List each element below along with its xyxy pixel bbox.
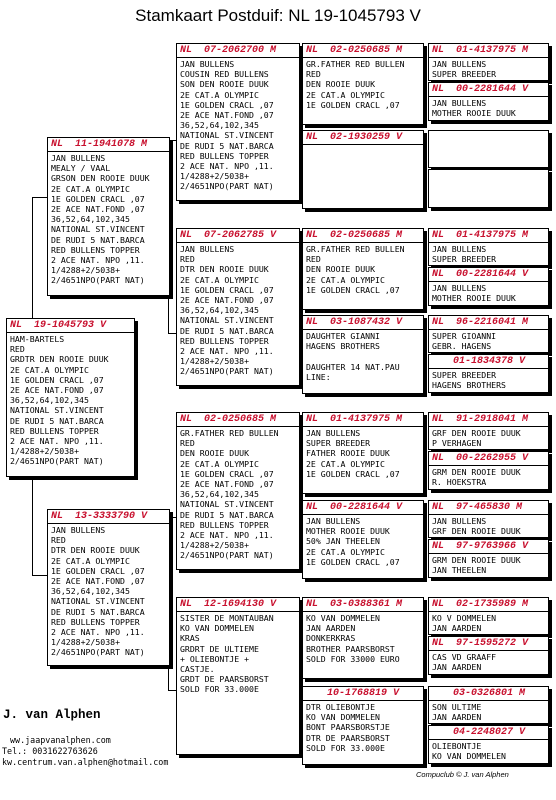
pigeon-card-dsss: [428, 412, 549, 450]
pigeon-detail-line: [306, 351, 421, 361]
pigeon-card-dsdd: [428, 539, 549, 578]
pigeon-detail-line: COUSIN RED BULLENS: [180, 69, 269, 80]
pigeon-detail-line: DTR OLIEBONTJE: [306, 702, 376, 712]
pigeon-detail-line: 2 ACE NAT. NPO ,11.: [51, 255, 145, 266]
pigeon-detail-line: SUPER BREEDER: [432, 370, 497, 380]
tree-line: [168, 333, 176, 334]
pigeon-card-sssd: [428, 82, 549, 121]
ring-number: NL 03-0388361 M: [303, 598, 423, 612]
tree-line: [32, 575, 48, 576]
ring-number: NL 07-2062785 V: [177, 229, 299, 243]
pigeon-card-sdsd: [428, 267, 549, 306]
pigeon-detail-line: NATIONAL ST.VINCENT: [180, 499, 274, 510]
pigeon-detail-line: 2 ACE NAT. NPO ,11.: [10, 436, 104, 447]
pigeon-detail-line: 50% JAN THEELEN: [306, 536, 380, 547]
pigeon-detail-line: KO VAN DOMMELEN: [432, 751, 506, 762]
pigeon-details: [429, 282, 548, 303]
ring-number: NL 97-9763966 V: [429, 540, 548, 554]
pigeon-details: [429, 58, 548, 79]
pigeon-detail-line: MOTHER ROOIE DUUK: [306, 526, 390, 537]
ring-number: 03-0326801 M: [429, 687, 548, 701]
ring-number: NL 02-0250685 M: [303, 229, 423, 243]
pigeon-detail-line: RED: [306, 254, 321, 265]
pigeon-card-sdd: [302, 315, 424, 394]
pigeon-detail-line: NATIONAL ST.VINCENT: [51, 596, 145, 607]
pigeon-card-ddd: [302, 686, 424, 765]
pigeon-detail-line: 1/4288+2/5038+: [51, 637, 121, 648]
pigeon-detail-line: GRDRT DE ULTIEME: [180, 643, 259, 654]
pigeon-detail-line: HAM-BARTELS: [10, 334, 65, 344]
pigeon-detail-line: CASTJE.: [180, 664, 215, 675]
pigeon-detail-line: 2E ACE NAT.FOND ,07: [51, 576, 145, 587]
pigeon-detail-line: 2/4651NPO(PART NAT): [180, 366, 274, 377]
pigeon-details: [429, 330, 548, 351]
pigeon-detail-line: 36,52,64,102,345: [180, 120, 259, 131]
pigeon-detail-line: DE RUDI 5 NAT.BARCA: [51, 234, 145, 245]
breeder-email[interactable]: kw.centrum.van.alphen@hotmail.com: [2, 757, 169, 767]
pigeon-detail-line: BROTHER PAARSBORST: [306, 643, 395, 654]
pigeon-card-ssss: [428, 43, 549, 81]
pigeon-details: [429, 243, 548, 264]
pigeon-detail-line: JAN AARDEN: [432, 623, 482, 634]
pigeon-detail-line: JAN BULLENS: [432, 244, 487, 254]
pigeon-detail-line: 36,52,64,102,345: [180, 305, 259, 316]
pigeon-detail-line: GR.FATHER RED BULLEN: [306, 244, 405, 254]
pigeon-detail-line: 1E GOLDEN CRACL ,07: [180, 284, 274, 295]
ring-number: NL 97-465830 M: [429, 501, 548, 515]
pigeon-detail-line: RED: [306, 69, 321, 80]
pigeon-detail-line: SUPER BREEDER: [432, 69, 497, 80]
pigeon-detail-line: RED BULLENS TOPPER: [180, 335, 269, 346]
pigeon-detail-line: JAN BULLENS: [180, 244, 235, 254]
pigeon-detail-line: 2/4651NPO(PART NAT): [10, 456, 104, 467]
pigeon-detail-line: LINE:: [306, 371, 331, 382]
pigeon-detail-line: R. HOEKSTRA: [432, 477, 487, 488]
pigeon-detail-line: 2E CAT.A OLYMPIC: [180, 89, 259, 100]
ring-number: 10-1768819 V: [303, 687, 423, 701]
pigeon-detail-line: KRAS: [180, 633, 200, 644]
pigeon-card-sire-sire: [176, 43, 300, 201]
pigeon-detail-line: GRDT DE PAARSBORST: [180, 674, 269, 685]
pigeon-detail-line: SOLD FOR 33.000E: [180, 684, 259, 695]
pigeon-detail-line: MOTHER ROOIE DUUK: [432, 293, 516, 304]
pigeon-detail-line: JAN AARDEN: [432, 662, 482, 673]
pigeon-card-dam-dam: [176, 597, 300, 755]
pigeon-detail-line: SUPER BREEDER: [306, 438, 371, 449]
pigeon-detail-line: NATIONAL ST.VINCENT: [180, 130, 274, 141]
ring-number: NL 00-2262955 V: [429, 452, 548, 466]
pigeon-details: [429, 515, 548, 536]
pigeon-card-dss: [302, 412, 424, 494]
pigeon-detail-line: 1E GOLDEN CRACL ,07: [180, 99, 274, 110]
pigeon-details: [429, 740, 548, 761]
ring-number: NL 12-1694130 V: [177, 598, 299, 612]
pigeon-detail-line: RED BULLENS TOPPER: [180, 519, 269, 530]
pigeon-detail-line: KO VAN DOMMELEN: [306, 613, 380, 623]
pigeon-detail-line: 2E ACE NAT.FOND ,07: [180, 110, 274, 121]
pigeon-detail-line: 2 ACE NAT. NPO ,11.: [51, 627, 145, 638]
pigeon-detail-line: 1E GOLDEN CRACL ,07: [180, 468, 274, 479]
pigeon-detail-line: 1E GOLDEN CRACL ,07: [51, 565, 145, 576]
pigeon-card-sds: [302, 228, 424, 310]
pigeon-details: [303, 243, 423, 295]
pigeon-details: [303, 58, 423, 110]
breeder-website[interactable]: ww.jaapvanalphen.com: [10, 735, 111, 745]
pigeon-detail-line: HAGENS BROTHERS: [306, 341, 380, 352]
pigeon-detail-line: JAN THEELEN: [432, 565, 487, 576]
pigeon-details: [429, 466, 548, 487]
pigeon-detail-line: 2E CAT.A OLYMPIC: [10, 364, 89, 375]
ring-number: NL 00-2281644 V: [429, 83, 548, 97]
pigeon-card-ssd: [302, 130, 424, 209]
pigeon-details: [303, 330, 423, 382]
pigeon-detail-line: SUPER BREEDER: [432, 254, 497, 265]
pigeon-details: [303, 427, 423, 479]
pigeon-card-dsds: [428, 500, 549, 538]
pigeon-detail-line: DE RUDI 5 NAT.BARCA: [180, 325, 274, 336]
pigeon-card-sddd: [428, 354, 549, 393]
pigeon-details: [177, 427, 299, 561]
pigeon-detail-line: KO V DOMMELEN: [432, 613, 497, 623]
ring-number: NL 01-4137975 M: [303, 413, 423, 427]
ring-number: 04-2248027 V: [429, 726, 548, 740]
pigeon-card-dam: [47, 509, 170, 666]
pigeon-detail-line: JAN BULLENS: [432, 516, 487, 526]
pigeon-card-empty: [428, 169, 549, 208]
pigeon-detail-line: DTR DE PAARSBORST: [306, 732, 390, 743]
pigeon-detail-line: RED: [10, 344, 25, 355]
pigeon-card-sire: [47, 137, 170, 296]
pigeon-detail-line: DEN ROOIE DUUK: [306, 264, 376, 275]
tree-line: [32, 197, 48, 198]
ring-number: NL 19-1045793 V: [7, 319, 134, 333]
pigeon-detail-line: DE RUDI 5 NAT.BARCA: [180, 140, 274, 151]
page-title: Stamkaart Postduif: NL 19-1045793 V: [135, 6, 421, 25]
pigeon-detail-line: KO VAN DOMMELEN: [180, 623, 254, 634]
pigeon-detail-line: 2E CAT.A OLYMPIC: [180, 274, 259, 285]
ring-number: NL 02-0250685 M: [303, 44, 423, 58]
pigeon-detail-line: 1E GOLDEN CRACL ,07: [306, 284, 400, 295]
pigeon-details: [429, 612, 548, 633]
pigeon-detail-line: 2E CAT.A OLYMPIC: [306, 274, 385, 285]
pigeon-card-empty: [428, 130, 549, 168]
tree-line: [32, 197, 33, 318]
pigeon-details: [177, 58, 299, 192]
pigeon-detail-line: 36,52,64,102,345: [180, 489, 259, 500]
pigeon-detail-line: 2E CAT.A OLYMPIC: [51, 183, 130, 194]
pigeon-detail-line: NATIONAL ST.VINCENT: [180, 315, 274, 326]
pigeon-card-ddsd: [428, 636, 549, 675]
pigeon-detail-line: SUPER GIOANNI: [432, 331, 497, 341]
pigeon-card-dam-sire: [176, 412, 300, 570]
pigeon-detail-line: 2/4651NPO(PART NAT): [51, 275, 145, 286]
pigeon-detail-line: 1/4288+2/5038+: [180, 540, 250, 551]
pigeon-detail-line: 1E GOLDEN CRACL ,07: [10, 374, 104, 385]
pigeon-card-dds: [302, 597, 424, 679]
pigeon-detail-line: 36,52,64,102,345: [10, 395, 89, 406]
pigeon-card-ddds: [428, 686, 549, 724]
pigeon-detail-line: 1/4288+2/5038+: [180, 171, 250, 182]
pigeon-detail-line: GRF DEN ROOIE DUUK: [432, 526, 521, 537]
ring-number: NL 01-4137975 M: [429, 229, 548, 243]
pigeon-detail-line: RED: [51, 535, 66, 546]
pigeon-detail-line: SOLD FOR 33.000E: [306, 742, 385, 753]
ring-number: NL 96-2216041 M: [429, 316, 548, 330]
pigeon-details: [429, 427, 548, 448]
pigeon-detail-line: 2E CAT.A OLYMPIC: [180, 458, 259, 469]
pigeon-detail-line: NATIONAL ST.VINCENT: [10, 405, 104, 416]
pigeon-detail-line: 2/4651NPO(PART NAT): [180, 550, 274, 561]
pigeon-detail-line: GRM DEN ROOIE DUUK: [432, 467, 521, 477]
pigeon-detail-line: 2E CAT.A OLYMPIC: [51, 555, 130, 566]
pigeon-details: [48, 152, 169, 286]
pigeon-detail-line: 2E ACE NAT.FOND ,07: [180, 479, 274, 490]
pigeon-detail-line: MEALY / VAAL: [51, 163, 111, 174]
pigeon-detail-line: DTR DEN ROOIE DUUK: [180, 264, 269, 275]
pigeon-detail-line: KO VAN DOMMELEN: [306, 712, 380, 723]
pigeon-detail-line: 2E ACE NAT.FOND ,07: [10, 385, 104, 396]
breeder-phone: Tel.: 0031622763626: [2, 746, 98, 756]
pigeon-detail-line: 1E GOLDEN CRACL ,07: [306, 556, 400, 567]
ring-number: NL 13-3333790 V: [48, 510, 169, 524]
pigeon-detail-line: RED BULLENS TOPPER: [51, 244, 140, 255]
tree-line: [32, 477, 33, 575]
pigeon-detail-line: RED: [180, 254, 195, 265]
pigeon-detail-line: JAN BULLENS: [432, 283, 487, 293]
pigeon-detail-line: 2/4651NPO(PART NAT): [51, 647, 145, 658]
ring-number: NL 97-1595272 V: [429, 637, 548, 651]
ring-number: NL 01-4137975 M: [429, 44, 548, 58]
pigeon-detail-line: GRF DEN ROOIE DUUK: [432, 428, 521, 438]
pigeon-detail-line: 1/4288+2/5038+: [51, 265, 121, 276]
ring-number: NL 00-2281644 V: [303, 501, 423, 515]
pigeon-details: [303, 612, 423, 664]
pigeon-detail-line: SOLD FOR 33000 EURO: [306, 653, 400, 664]
ring-number: NL 11-1941078 M: [48, 138, 169, 152]
pigeon-details: [303, 701, 423, 753]
pigeon-detail-line: 2/4651NPO(PART NAT): [180, 181, 274, 192]
pigeon-detail-line: DAUGHTER GIANNI: [306, 331, 380, 341]
pigeon-detail-line: DEN ROOIE DUUK: [180, 448, 250, 459]
pigeon-detail-line: 36,52,64,102,345: [51, 586, 130, 597]
pigeon-detail-line: RED: [180, 438, 195, 449]
ring-number: NL 00-2281644 V: [429, 268, 548, 282]
pigeon-detail-line: DEN ROOIE DUUK: [306, 79, 376, 90]
pigeon-card-dsd: [302, 500, 424, 579]
pigeon-detail-line: OLIEBONTJE: [432, 741, 482, 751]
pigeon-detail-line: 2 ACE NAT. NPO ,11.: [180, 161, 274, 172]
pigeon-card-ddss: [428, 597, 549, 635]
pigeon-details: [429, 701, 548, 722]
ring-number: NL 02-1930259 V: [303, 131, 423, 145]
pigeon-card-sss: [302, 43, 424, 125]
pigeon-detail-line: JAN BULLENS: [306, 516, 361, 526]
pigeon-details: [48, 524, 169, 658]
pigeon-details: [177, 243, 299, 377]
pigeon-details: [429, 651, 548, 672]
pigeon-details: [177, 612, 299, 695]
tree-line: [168, 690, 176, 691]
pigeon-detail-line: FATHER ROOIE DUUK: [306, 448, 390, 459]
pigeon-detail-line: 2E ACE NAT.FOND ,07: [51, 204, 145, 215]
pigeon-detail-line: DE RUDI 5 NAT.BARCA: [51, 606, 145, 617]
pigeon-card-sire-dam: [176, 228, 300, 386]
pigeon-card-dddd: [428, 725, 549, 764]
ring-number: NL 07-2062700 M: [177, 44, 299, 58]
ring-number: NL 03-1087432 V: [303, 316, 423, 330]
ring-number: NL 02-0250685 M: [177, 413, 299, 427]
pigeon-detail-line: JAN AARDEN: [306, 623, 356, 634]
pigeon-card-subject: [6, 318, 135, 477]
pigeon-details: [429, 369, 548, 390]
pigeon-card-dssd: [428, 451, 549, 490]
pigeon-detail-line: JAN BULLENS: [432, 98, 487, 108]
pigeon-detail-line: JAN BULLENS: [180, 59, 235, 69]
pigeon-detail-line: 1/4288+2/5038+: [10, 446, 80, 457]
pigeon-detail-line: DE RUDI 5 NAT.BARCA: [180, 509, 274, 520]
pigeon-detail-line: HAGENS BROTHERS: [432, 380, 506, 391]
pigeon-details: [303, 515, 423, 567]
pigeon-detail-line: GR.FATHER RED BULLEN: [306, 59, 405, 69]
pigeon-detail-line: GRSON DEN ROOIE DUUK: [51, 173, 150, 184]
pigeon-detail-line: JAN BULLENS: [306, 428, 361, 438]
ring-number: NL 91-2918041 M: [429, 413, 548, 427]
pigeon-card-sdss: [428, 228, 549, 266]
pigeon-detail-line: 1/4288+2/5038+: [180, 356, 250, 367]
pigeon-detail-line: JAN BULLENS: [51, 153, 106, 163]
pigeon-detail-line: RED BULLENS TOPPER: [51, 616, 140, 627]
pigeon-detail-line: P VERHAGEN: [432, 438, 482, 449]
pigeon-detail-line: 2E CAT.A OLYMPIC: [306, 458, 385, 469]
pigeon-detail-line: 1E GOLDEN CRACL ,07: [51, 193, 145, 204]
pigeon-detail-line: SON ULTIME: [432, 702, 482, 712]
pigeon-detail-line: NATIONAL ST.VINCENT: [51, 224, 145, 235]
pigeon-detail-line: 2E ACE NAT.FOND ,07: [180, 295, 274, 306]
breeder-name: J. van Alphen: [3, 708, 101, 722]
pigeon-detail-line: JAN AARDEN: [432, 712, 482, 723]
pigeon-detail-line: JAN BULLENS: [432, 59, 487, 69]
pigeon-detail-line: GRDTR DEN ROOIE DUUK: [10, 354, 109, 365]
pigeon-detail-line: GEBR. HAGENS: [432, 341, 492, 352]
copyright-text: Compuclub © J. van Alphen: [416, 770, 509, 779]
pigeon-detail-line: JAN BULLENS: [51, 525, 106, 535]
ring-number: 01-1834378 V: [429, 355, 548, 369]
pigeon-details: [7, 333, 134, 467]
pigeon-card-sdds: [428, 315, 549, 353]
pigeon-detail-line: + OLIEBONTJE +: [180, 653, 250, 664]
pigeon-detail-line: 2E CAT.A OLYMPIC: [306, 546, 385, 557]
pigeon-detail-line: MOTHER ROOIE DUUK: [432, 108, 516, 119]
pigeon-detail-line: BONT PAARSBORSTJE: [306, 722, 390, 733]
pigeon-detail-line: DONKERKRAS: [306, 633, 356, 644]
pigeon-detail-line: 2 ACE NAT. NPO ,11.: [180, 530, 274, 541]
pigeon-detail-line: RED BULLENS TOPPER: [180, 150, 269, 161]
pigeon-details: [303, 145, 423, 146]
pigeon-detail-line: SON DEN ROOIE DUUK: [180, 79, 269, 90]
pigeon-detail-line: DTR DEN ROOIE DUUK: [51, 545, 140, 556]
pigeon-detail-line: RED BULLENS TOPPER: [10, 425, 99, 436]
pigeon-details: [429, 554, 548, 575]
pigeon-detail-line: 2 ACE NAT. NPO ,11.: [180, 346, 274, 357]
pigeon-detail-line: 2E CAT.A OLYMPIC: [306, 89, 385, 100]
pigeon-detail-line: CAS VD GRAAFF: [432, 652, 497, 662]
pigeon-details: [429, 97, 548, 118]
pigeon-detail-line: SISTER DE MONTAUBAN: [180, 613, 274, 623]
pigeon-detail-line: GRM DEN ROOIE DUUK: [432, 555, 521, 565]
pigeon-detail-line: GR.FATHER RED BULLEN: [180, 428, 279, 438]
pigeon-detail-line: DAUGHTER 14 NAT.PAU: [306, 361, 400, 372]
ring-number: NL 02-1735989 M: [429, 598, 548, 612]
pigeon-detail-line: 1E GOLDEN CRACL ,07: [306, 468, 400, 479]
pigeon-detail-line: DE RUDI 5 NAT.BARCA: [10, 415, 104, 426]
pigeon-detail-line: 36,52,64,102,345: [51, 214, 130, 225]
pigeon-detail-line: 1E GOLDEN CRACL ,07: [306, 99, 400, 110]
